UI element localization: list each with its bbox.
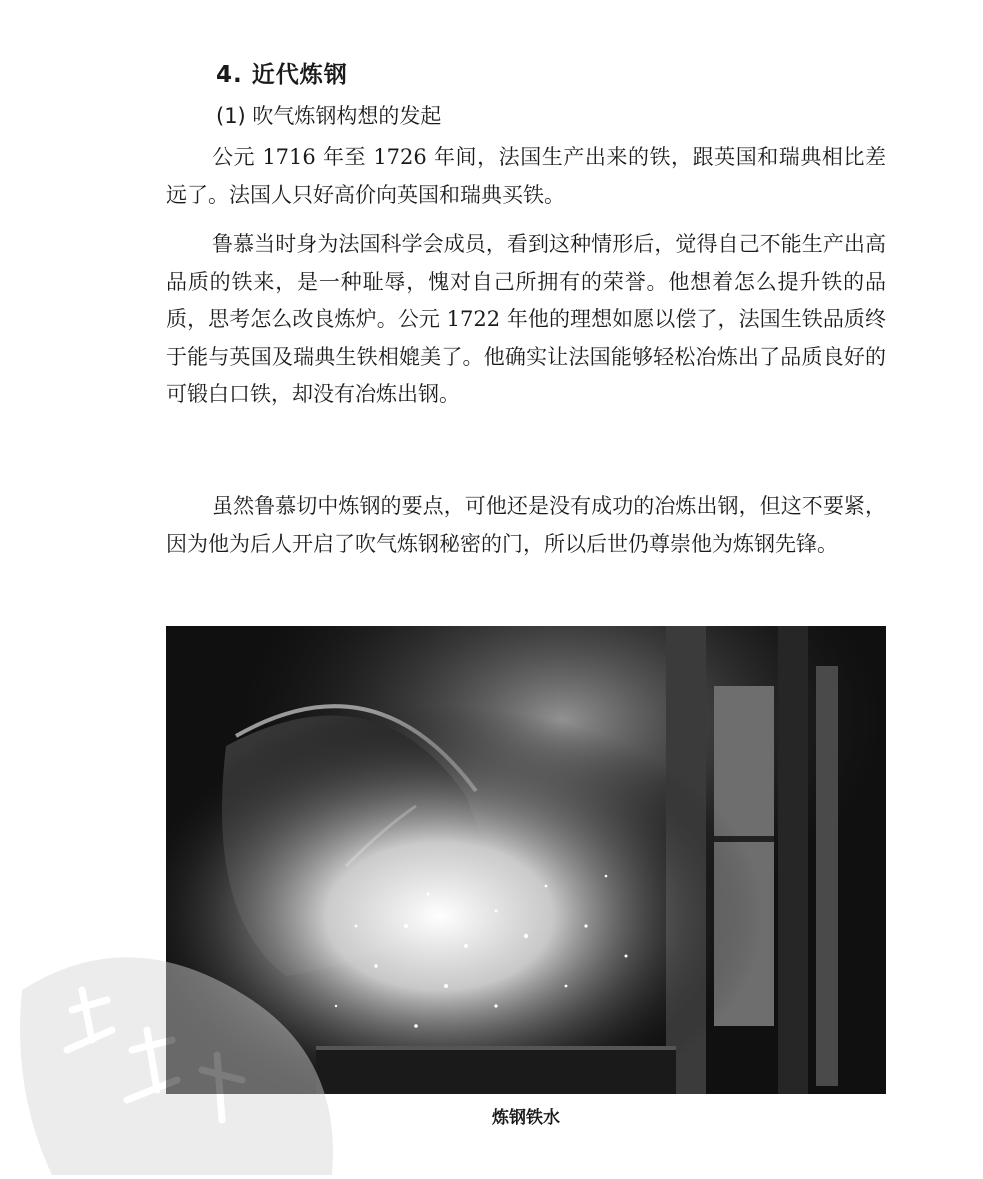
library-stamp-watermark — [12, 930, 352, 1175]
section-subheading: (1) 吹气炼钢构想的发起 — [216, 104, 442, 128]
section-heading: 4. 近代炼钢 — [216, 62, 348, 88]
paragraph-1: 公元 1716 年至 1726 年间，法国生产出来的铁，跟英国和瑞典相比差远了。法国人只好高价向英国和瑞典买铁。 — [166, 145, 886, 207]
figure-caption: 炼钢铁水 — [492, 1108, 560, 1128]
paragraph-2: 鲁慕当时身为法国科学会成员，看到这种情形后，觉得自己不能生产出高品质的铁来，是一种耻辱，愧对自己所拥有的荣誉。他想着怎么提升铁的品质，思考怎么改良炼炉。公元 1722 年他的理想如愿以偿了，法国生铁品质终于能与英国及瑞典生铁相媲美了。他确实让法国能够轻松冶炼出了品质良好的可锻白口铁，却没有冶炼出钢。 — [166, 232, 886, 406]
paragraph-3: 虽然鲁慕切中炼钢的要点，可他还是没有成功的冶炼出钢，但这不要紧，因为他为后人开启了吹气炼钢秘密的门，所以后世仍尊崇他为炼钢先锋。 — [166, 494, 886, 556]
